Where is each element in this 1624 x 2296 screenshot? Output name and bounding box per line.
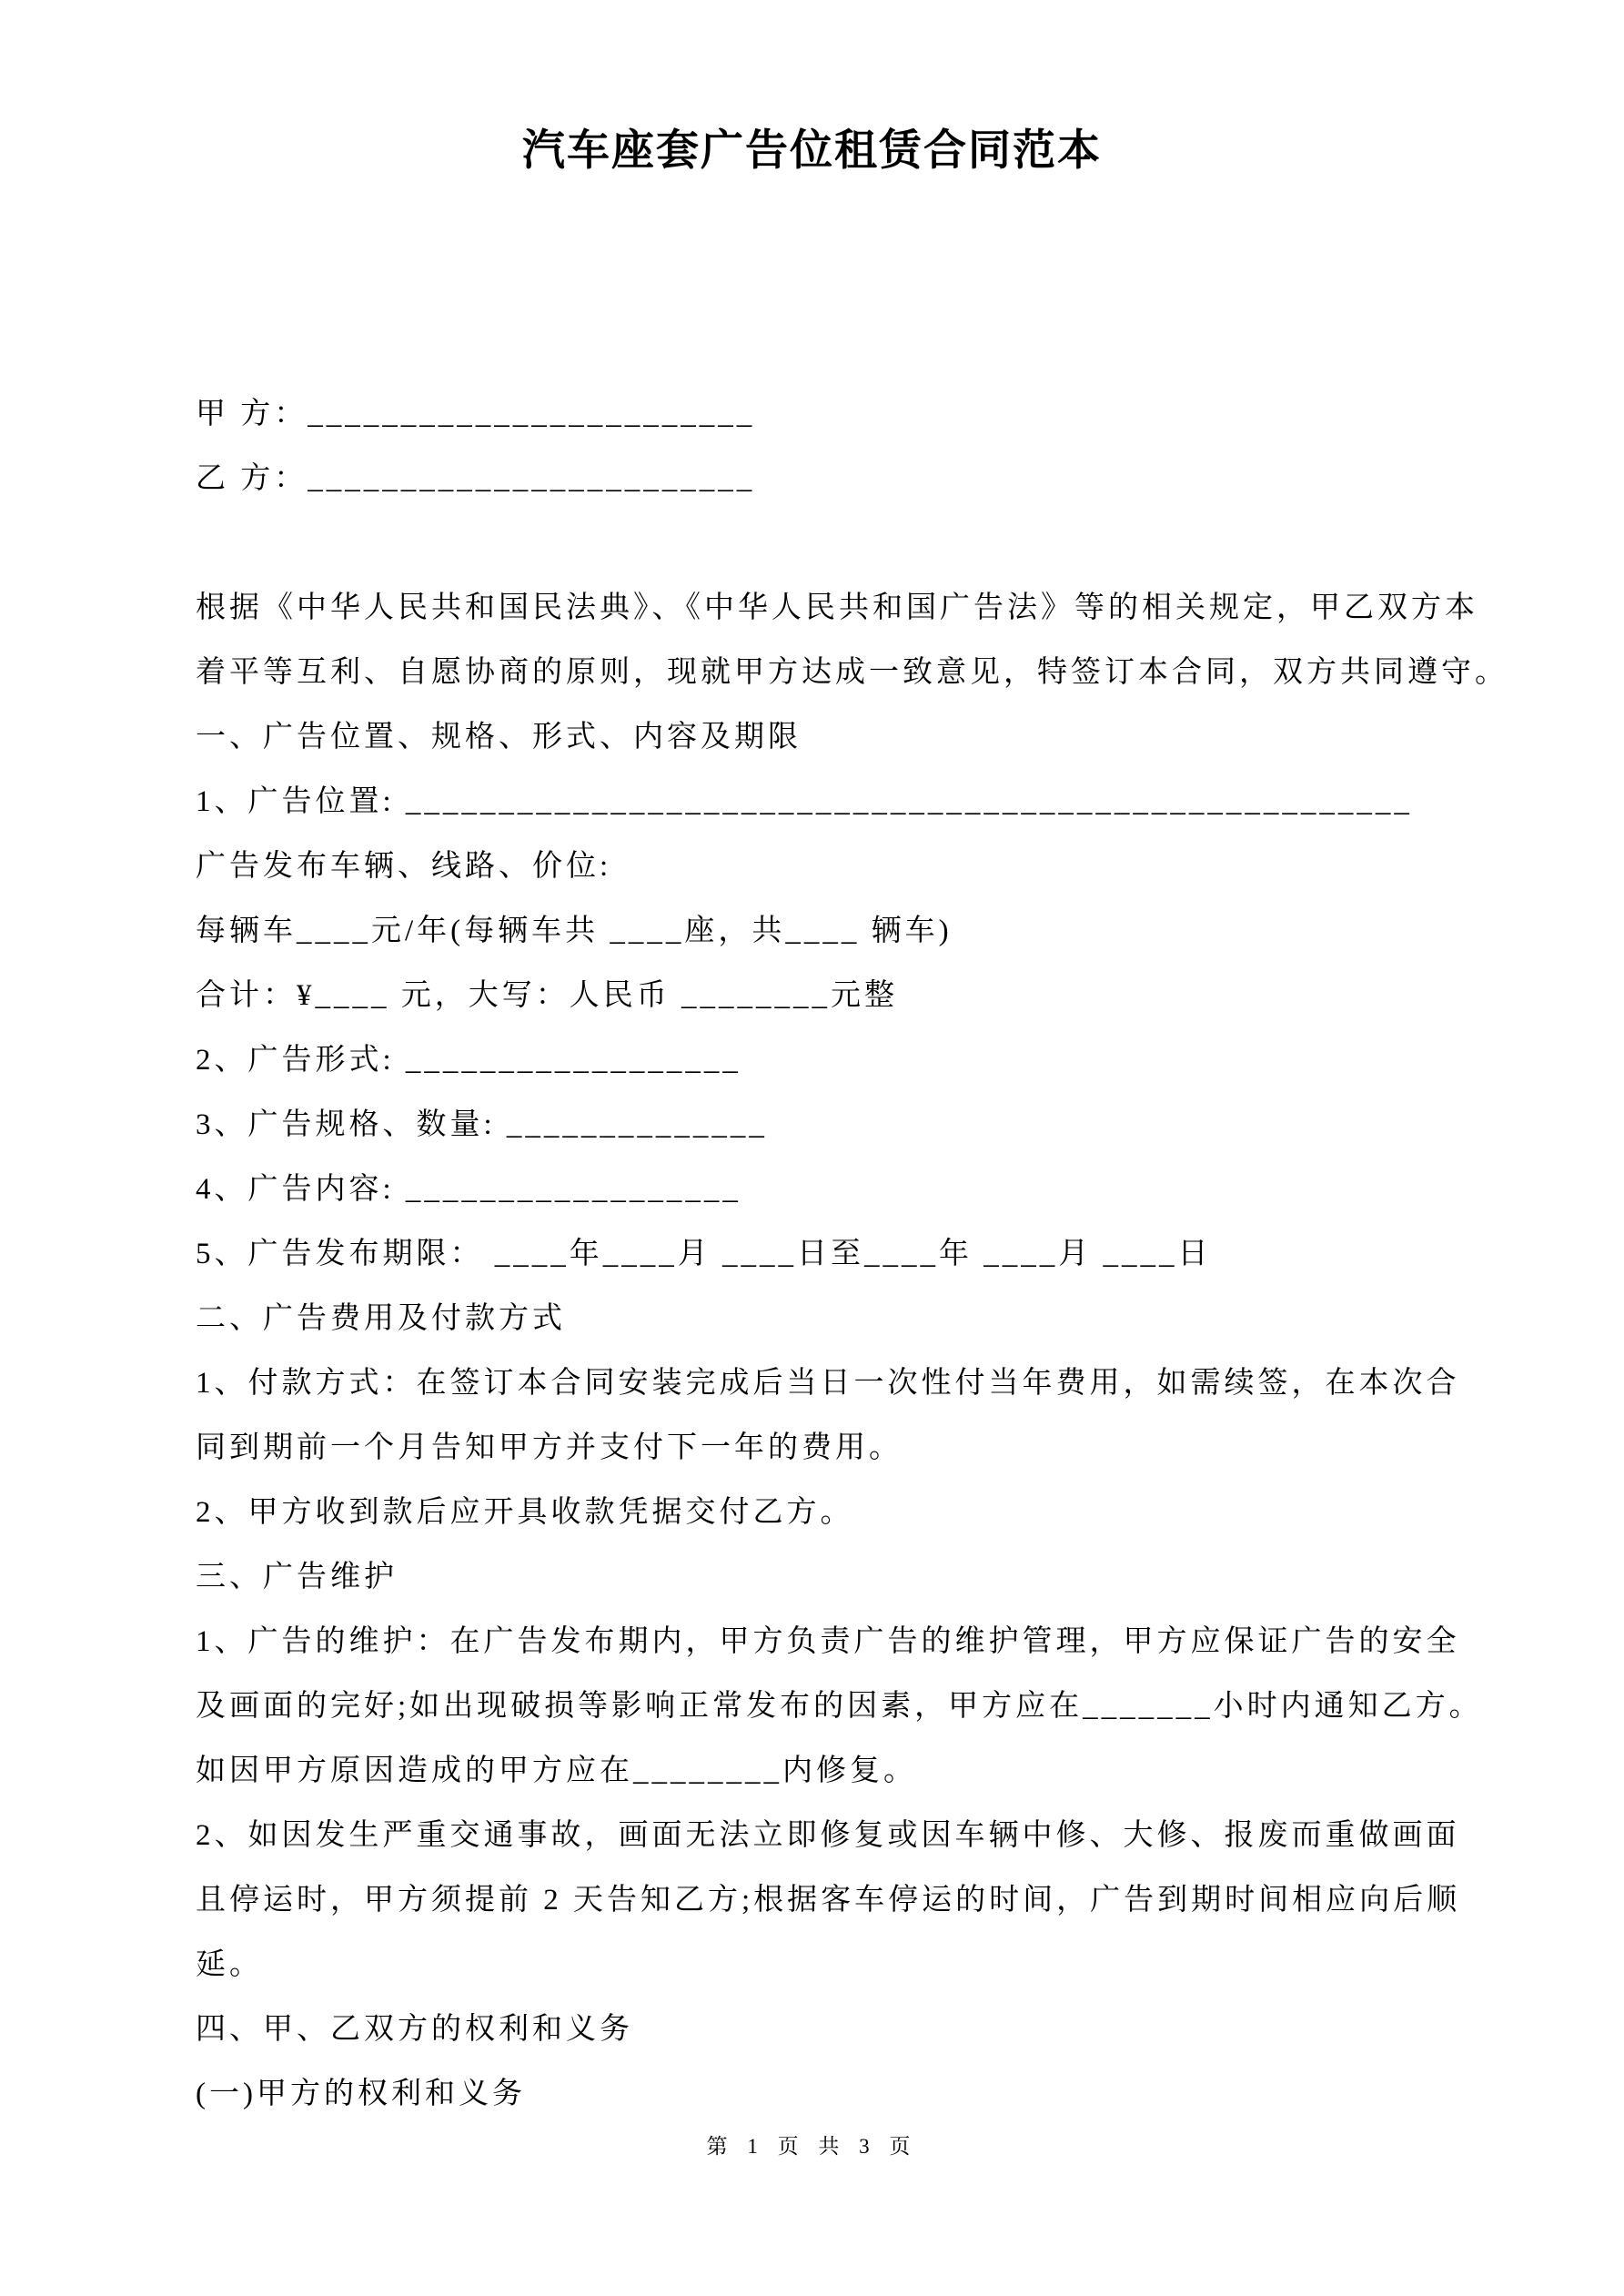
section-4-heading: 四、甲、乙双方的权利和义务	[196, 2013, 633, 2046]
clause-3-2-line-3: 延。	[196, 1948, 263, 1981]
clause-2-1-line-2: 同到期前一个月告知甲方并支付下一年的费用。	[196, 1431, 903, 1464]
clause-3-2-line-1: 2、如因发生严重交通事故，画面无法立即修复或因车辆中修、大修、报废而重做画面	[196, 1819, 1460, 1852]
section-4-sub-heading: (一)甲方的权利和义务	[196, 2078, 526, 2110]
clause-1-5-term: 5、广告发布期限： ____年____月 ____日至____年 ____月 ____日	[196, 1238, 1212, 1270]
clause-2-1-line-1: 1、付款方式：在签订本合同安装完成后当日一次性付当年费用，如需续签，在本次合	[196, 1367, 1460, 1400]
clause-3-2-line-2: 且停运时，甲方须提前 2 天告知乙方;根据客车停运的时间，广告到期时间相应向后顺	[196, 1884, 1461, 1917]
clause-1-price-per-car: 每辆车____元/年(每辆车共 ____座，共____ 辆车)	[196, 915, 953, 947]
clause-1-vehicle-route-price: 广告发布车辆、线路、价位:	[196, 850, 612, 883]
clause-1-2-form: 2、广告形式: __________________	[196, 1044, 741, 1077]
clause-3-1-line-2: 及画面的完好;如出现破损等影响正常发布的因素，甲方应在_______小时内通知乙方。	[196, 1690, 1483, 1723]
preamble-line-1: 根据《中华人民共和国民法典》、《中华人民共和国广告法》等的相关规定，甲乙双方本	[196, 592, 1478, 624]
clause-1-3-spec-quantity: 3、广告规格、数量: ______________	[196, 1108, 768, 1141]
page-footer: 第 1 页 共 3 页	[706, 2135, 918, 2158]
clause-3-1-line-3: 如因甲方原因造成的甲方应在________内修复。	[196, 1755, 917, 1787]
clause-1-total-amount: 合计：¥____ 元，大写：人民币 ________元整	[196, 979, 898, 1012]
clause-1-1-position: 1、广告位置: ______________________________________________________	[196, 785, 1413, 818]
clause-1-4-content: 4、广告内容: __________________	[196, 1173, 741, 1206]
section-3-heading: 三、广告维护	[196, 1561, 398, 1593]
section-1-heading: 一、广告位置、规格、形式、内容及期限	[196, 721, 802, 754]
clause-2-2: 2、甲方收到款后应开具收款凭据交付乙方。	[196, 1496, 854, 1529]
contract-body	[196, 382, 1508, 2127]
party-a-line: 甲 方：________________________	[196, 398, 756, 430]
party-b-line: 乙 方：________________________	[196, 462, 756, 495]
page-title: 汽车座套广告位租赁合同范本	[522, 127, 1102, 175]
section-2-heading: 二、广告费用及付款方式	[196, 1302, 566, 1335]
clause-3-1-line-1: 1、广告的维护：在广告发布期内，甲方负责广告的维护管理，甲方应保证广告的安全	[196, 1625, 1460, 1658]
preamble-line-2: 着平等互利、自愿协商的原则，现就甲方达成一致意见，特签订本合同，双方共同遵守。	[196, 656, 1508, 689]
